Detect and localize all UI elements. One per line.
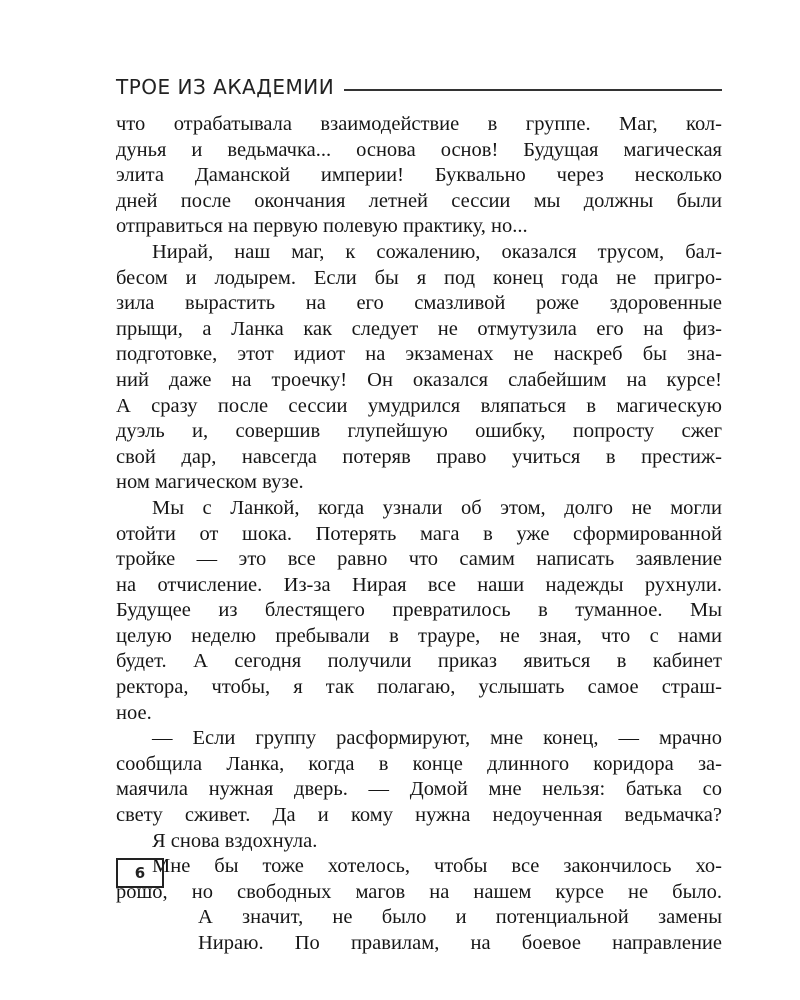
- text-line: подготовке, этот идиот на экзаменах не наскреб бы зна-: [116, 343, 722, 366]
- text-line: на отчисление. Из-за Нирая все наши надежды рухнули.: [116, 573, 722, 596]
- body-text: [116, 112, 722, 957]
- text-line: зила вырастить на его смазливой роже здоровенные: [116, 292, 722, 315]
- text-line: сообщила Ланка, когда в конце длинного коридора за-: [116, 752, 722, 775]
- text-line: Мы с Ланкой, когда узнали об этом, долго не могли: [152, 496, 722, 519]
- text-line: маячила нужная дверь. — Домой мне нельзя: батька со: [116, 778, 722, 801]
- running-title: ТРОЕ ИЗ АКАДЕМИИ: [116, 75, 335, 99]
- text-line: отойти от шока. Потерять мага в уже сформированной: [116, 522, 722, 545]
- text-line: дней после окончания летней сессии мы должны были: [116, 189, 722, 212]
- text-line: отправиться на первую полевую практику, но...: [116, 215, 528, 238]
- header-rule: [344, 89, 722, 91]
- text-line: ном магическом вузе.: [116, 471, 304, 494]
- text-line: тройке — это все равно что самим написать заявление: [116, 548, 722, 571]
- text-line: дуэль и, совершив глупейшую ошибку, попросту сжег: [116, 420, 722, 443]
- text-line: А сразу после сессии умудрился вляпаться в магическую: [116, 394, 722, 417]
- running-header: [116, 73, 722, 101]
- text-line: Мне бы тоже хотелось, чтобы все закончилось хо-: [152, 855, 722, 878]
- text-line: ректора, чтобы, я так полагаю, услышать самое страш-: [116, 676, 722, 699]
- text-line: рошо, но свободных магов на нашем курсе не было.: [116, 880, 722, 903]
- text-line: что отрабатывала взаимодействие в группе. Маг, кол-: [116, 113, 722, 135]
- text-line: бесом и лодырем. Если бы я под конец года не пригро-: [116, 266, 722, 289]
- text-line: А значит, не было и потенциальной замены: [198, 906, 722, 929]
- text-line: прыщи, а Ланка как следует не отмутузила его на физ-: [116, 317, 722, 340]
- text-line: Нирай, наш маг, к сожалению, оказался трусом, бал-: [152, 240, 722, 263]
- text-line: целую неделю пребывали в трауре, не зная, что с нами: [116, 624, 722, 647]
- text-line: свой дар, навсегда потеряв право учиться в престиж-: [116, 445, 722, 468]
- text-line: дунья и ведьмачка... основа основ! Будущая магическая: [116, 138, 722, 161]
- text-line: Я снова вздохнула.: [152, 829, 318, 852]
- text-line: Нираю. По правилам, на боевое направление: [198, 932, 722, 954]
- text-line: Будущее из блестящего превратилось в туманное. Мы: [116, 599, 722, 622]
- text-line: элита Даманской империи! Буквально через несколько: [116, 164, 722, 187]
- text-line: будет. А сегодня получили приказ явиться в кабинет: [116, 650, 722, 673]
- text-line: свету сживет. Да и кому нужна недоученная ведьмачка?: [116, 804, 722, 827]
- text-line: ний даже на троечку! Он оказался слабейшим на курсе!: [116, 368, 722, 391]
- page-number: 6: [116, 858, 164, 888]
- text-line: ное.: [116, 701, 152, 724]
- text-line: — Если группу расформируют, мне конец, — мрачно: [152, 727, 722, 750]
